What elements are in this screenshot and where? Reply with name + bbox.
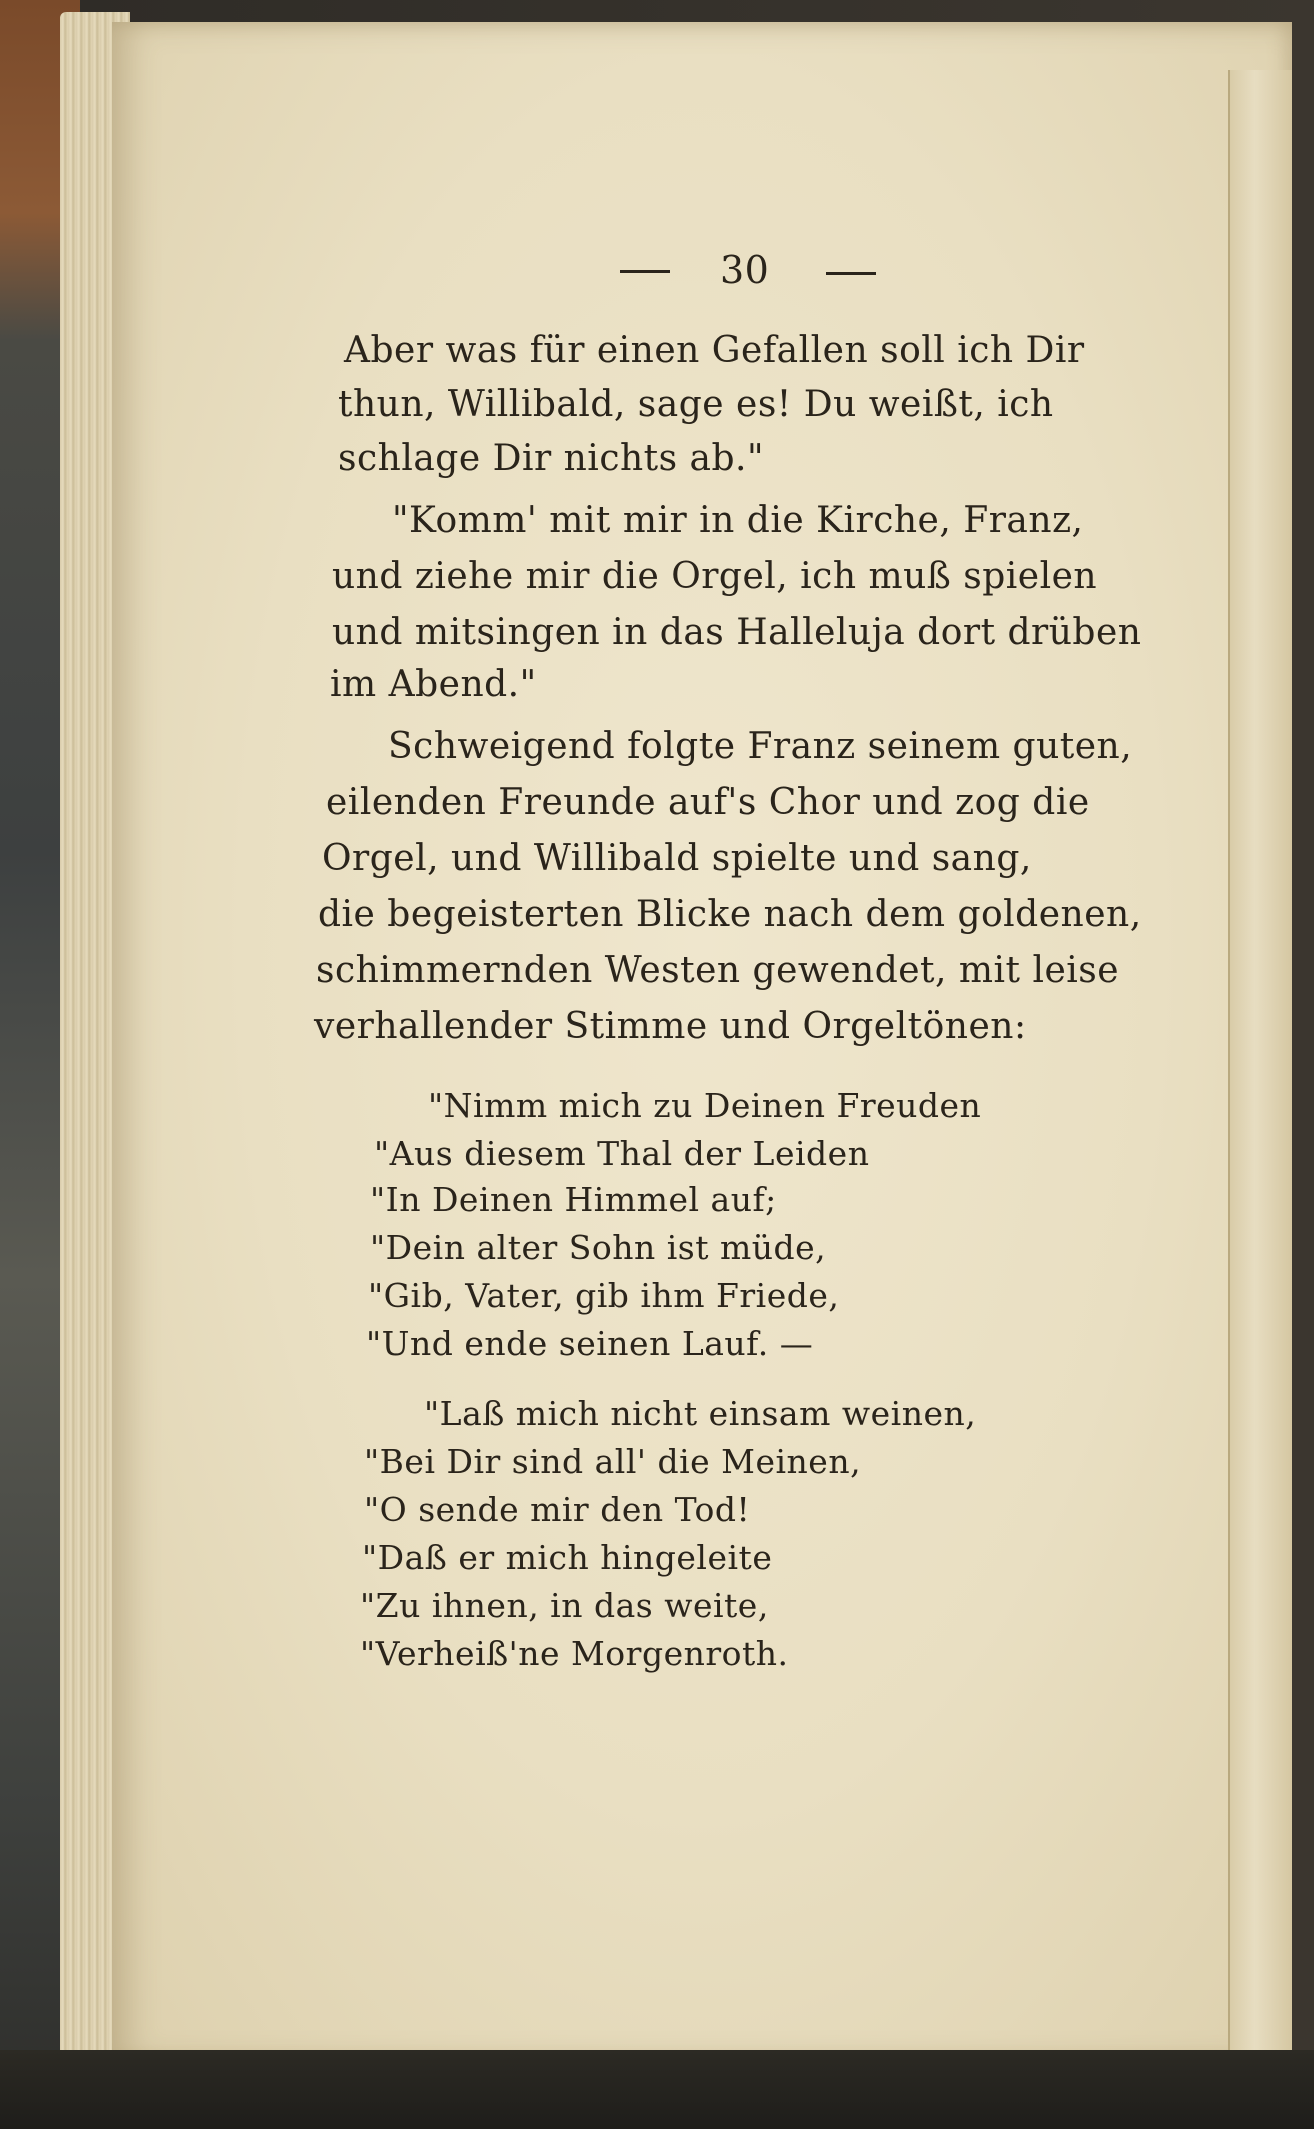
next-page-edge <box>1228 70 1292 2060</box>
prose-line: "Komm' mit mir in die Kirche, Franz, <box>392 500 1084 541</box>
verse-line: "O sende mir den Tod! <box>364 1490 751 1529</box>
verse-line: "Laß mich nicht einsam weinen, <box>424 1394 977 1433</box>
verse-line: "Daß er mich hingeleite <box>362 1538 773 1577</box>
page-number-dash-left <box>620 270 670 273</box>
prose-line: Schweigend folgte Franz seinem guten, <box>388 726 1133 767</box>
prose-line: im Abend." <box>330 664 537 705</box>
page-number: 30 <box>720 248 770 292</box>
prose-line: die begeisterten Blicke nach dem goldenen, <box>318 894 1142 935</box>
verse-line: "Verheiß'ne Morgenroth. <box>360 1634 789 1673</box>
verse-line: "In Deinen Himmel auf; <box>370 1180 777 1219</box>
prose-line: und mitsingen in das Halleluja dort drüben <box>332 612 1142 653</box>
prose-line: verhallender Stimme und Orgeltönen: <box>314 1006 1027 1047</box>
verse-line: "Dein alter Sohn ist müde, <box>370 1228 827 1267</box>
prose-line: thun, Willibald, sage es! Du weißt, ich <box>338 384 1054 425</box>
prose-line: Orgel, und Willibald spielte und sang, <box>322 838 1032 879</box>
verse-line: "Und ende seinen Lauf. — <box>366 1324 814 1363</box>
prose-line: schimmernden Westen gewendet, mit leise <box>316 950 1120 991</box>
verse-line: "Nimm mich zu Deinen Freuden <box>428 1086 982 1125</box>
prose-line: Aber was für einen Gefallen soll ich Dir <box>344 330 1085 371</box>
verse-line: "Gib, Vater, gib ihm Friede, <box>368 1276 840 1315</box>
page-number-dash-right <box>826 272 876 275</box>
verse-line: "Aus diesem Thal der Leiden <box>374 1134 870 1173</box>
verse-line: "Bei Dir sind all' die Meinen, <box>364 1442 862 1481</box>
prose-line: eilenden Freunde auf's Chor und zog die <box>326 782 1090 823</box>
verse-line: "Zu ihnen, in das weite, <box>360 1586 769 1625</box>
prose-line: und ziehe mir die Orgel, ich muß spielen <box>332 556 1098 597</box>
scan-bottom-shadow <box>0 2050 1314 2129</box>
prose-line: schlage Dir nichts ab." <box>338 438 765 479</box>
